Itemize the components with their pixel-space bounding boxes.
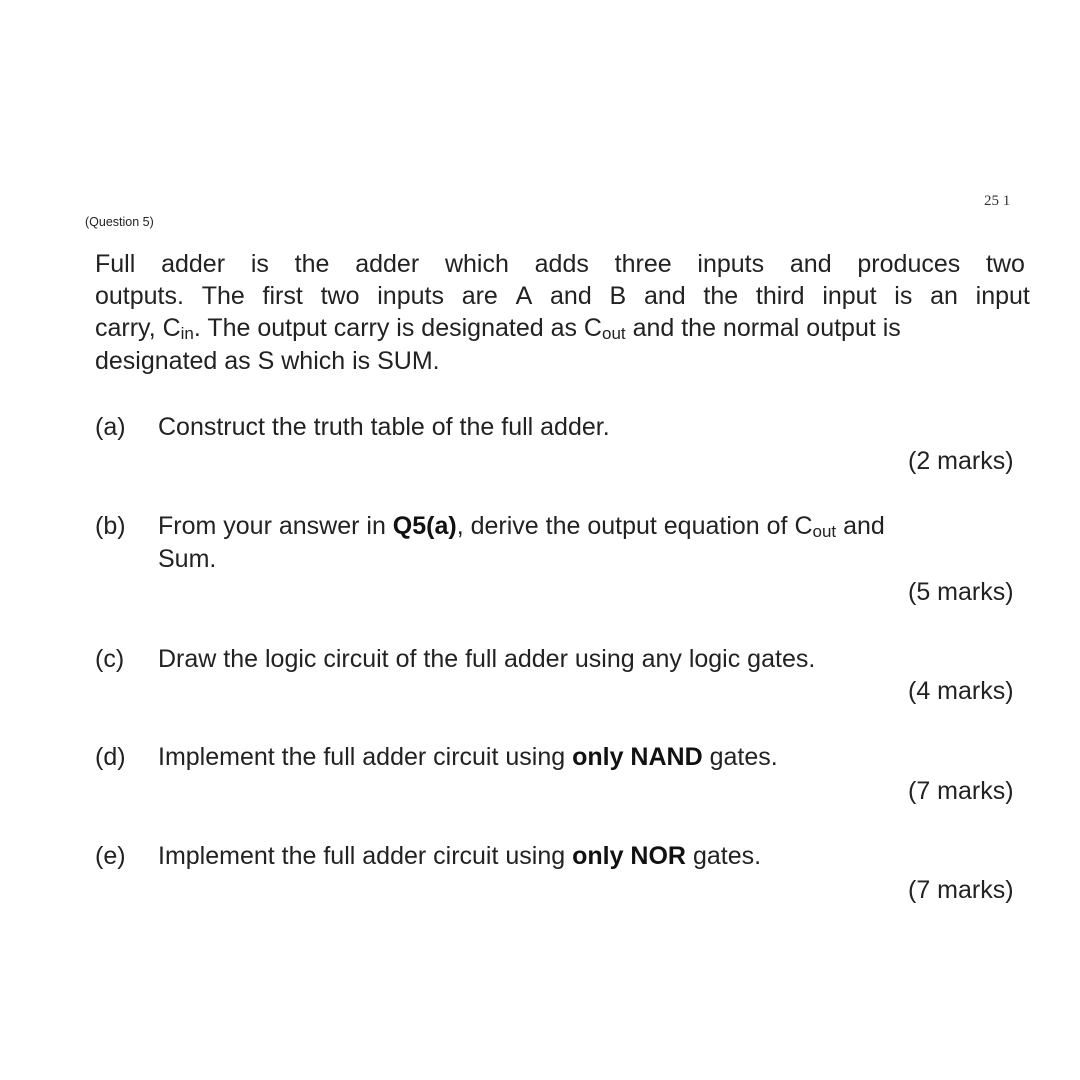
intro-line-1-word: produces [857,250,961,278]
part-e-text [158,842,761,871]
part-c-text: Draw the logic circuit of the full adder using any logic gates. [158,645,816,673]
part-b-text [158,512,885,541]
cout-subscript: out [601,324,626,343]
part-a-marks: (2 marks) [908,447,1014,475]
part-b-mid: , derive the output equation of C [456,512,813,540]
part-b-bold-ref: Q5(a) [392,512,457,540]
intro-line-2-word: are [461,282,498,310]
intro-line-2-word: inputs [377,282,444,310]
part-b-pre: From your answer in [158,512,393,540]
intro-line-3 [95,312,901,344]
part-b-cout-subscript: out [812,522,837,541]
part-e-marks: (7 marks) [908,876,1014,904]
part-d-bold: only NAND [572,743,703,771]
intro-line-2-word: The [201,282,245,310]
part-a-letter: (a) [95,413,126,441]
intro-line-1-word: Full [95,250,136,278]
intro-line-1-word: which [444,250,509,278]
intro-line-2-word: and [643,282,686,310]
intro-line-2-word: input [822,282,877,310]
intro-line-2-word: first [262,282,303,310]
cin-subscript: in [180,324,194,343]
intro-line-2-word: input [975,282,1030,310]
intro-line-2 [95,280,1030,312]
intro-line-2-word: A [515,282,533,310]
intro-line-2-word: is [894,282,913,310]
intro-line-3-mid: . The output carry is designated as C [193,314,602,342]
intro-line-2-word: and [550,282,592,310]
part-e-letter: (e) [95,842,126,870]
part-e-post: gates. [686,842,762,870]
part-b-letter: (b) [95,512,126,540]
intro-line-2-word: two [320,282,360,310]
page-number: 25 1 [984,193,1011,209]
part-c-marks: (4 marks) [908,677,1014,705]
part-d-marks: (7 marks) [908,777,1014,805]
intro-line-1 [95,248,1025,280]
intro-line-2-word: an [930,282,958,310]
part-d-letter: (d) [95,743,126,771]
intro-line-1-word: adds [534,250,589,278]
part-a-text: Construct the truth table of the full adder. [158,413,610,441]
intro-line-1-word: adder [355,250,420,278]
intro-line-3-post: and the normal output is [625,314,901,342]
part-e-bold: only NOR [572,842,686,870]
part-b-text-line-2: Sum. [158,545,217,573]
intro-line-2-word: the [703,282,739,310]
intro-line-1-word: three [614,250,672,278]
intro-line-1-word: inputs [697,250,765,278]
part-d-text [158,743,778,772]
part-d-post: gates. [702,743,778,771]
intro-line-1-word: and [789,250,832,278]
intro-line-3-pre: carry, C [95,314,181,342]
part-e-pre: Implement the full adder circuit using [158,842,573,870]
intro-line-2-word: B [609,282,627,310]
intro-line-1-word: adder [161,250,226,278]
part-d-pre: Implement the full adder circuit using [158,743,573,771]
intro-line-1-word: the [294,250,330,278]
intro-line-2-word: third [755,282,805,310]
question-label: (Question 5) [85,215,154,229]
part-b-marks: (5 marks) [908,578,1014,606]
intro-line-1-word: two [986,250,1025,278]
part-b-post: and [836,512,885,540]
intro-line-4: designated as S which is SUM. [95,347,440,375]
intro-line-1-word: is [250,250,269,278]
intro-line-2-word: outputs. [95,282,184,310]
part-c-letter: (c) [95,645,125,673]
